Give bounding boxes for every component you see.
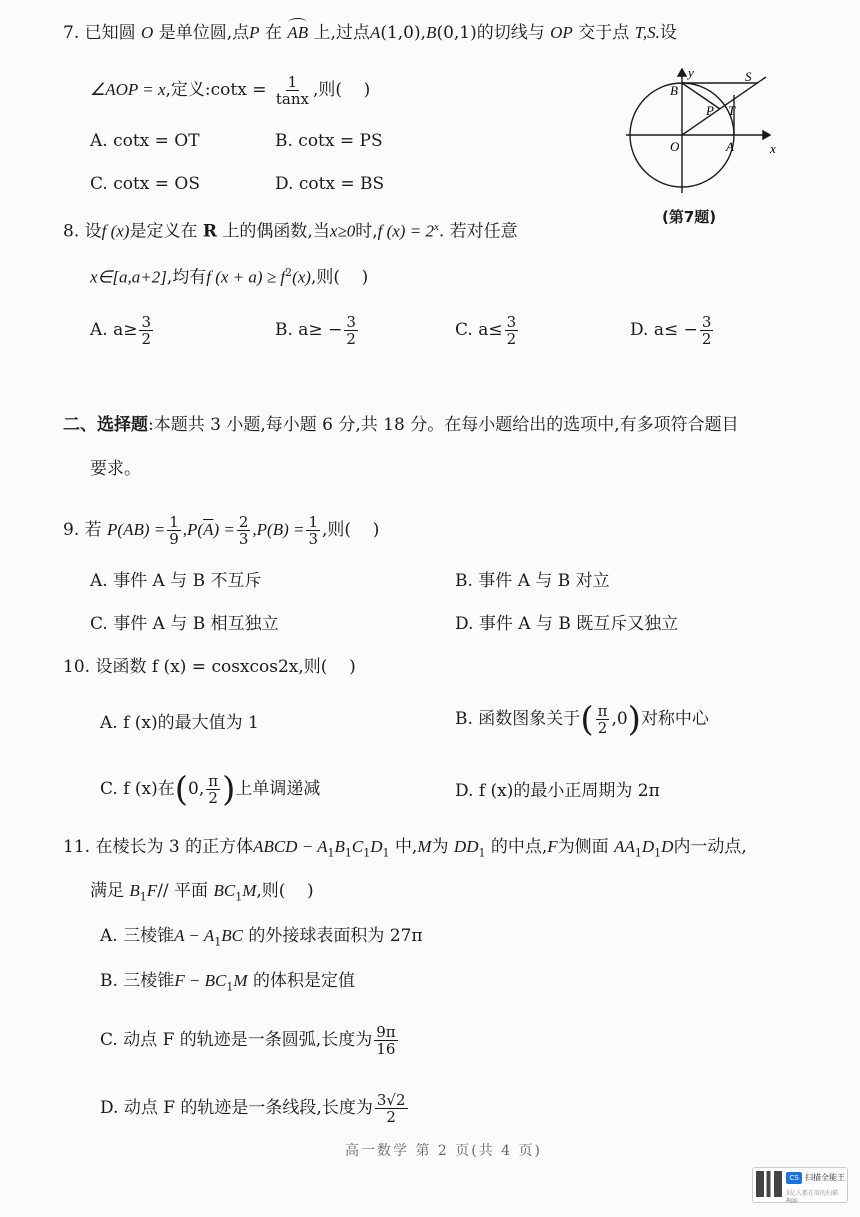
q7-caption: (第7题) (662, 208, 717, 226)
svg-text:B: B (670, 83, 678, 98)
watermark-subtitle: 3亿人都在用的扫描App (786, 1190, 838, 1204)
q9-option-d: D. 事件 A 与 B 既互斥又独立 (455, 614, 679, 634)
section-2-heading-cont: 要求。 (90, 459, 141, 479)
q8-option-c: C. a≤ $\frac{3}{2}$ (455, 313, 517, 348)
svg-text:S: S (745, 69, 752, 84)
q10-option-a: A. f (x)的最大值为 1 (100, 713, 259, 733)
q11-line1: 11. 在棱长为 3 的正方体ABCD − $A_1B_1C_1D_1$ 中,M为 $DD_1$ 的中点,F为侧面 $AA_1D_1D$内一动点, (63, 837, 747, 860)
q8-option-b: B. a≥ − $\frac{3}{2}$ (275, 313, 356, 348)
q7-line2: ∠AOP = x,定义:cotx = $\frac{1}{\tan x}$ ,则( ) (90, 73, 371, 108)
q11-option-b: B. 三棱锥$F - BC_1M$ 的体积是定值 (100, 971, 355, 994)
camscanner-logo-icon: CS (786, 1172, 802, 1184)
q9-option-c: C. 事件 A 与 B 相互独立 (90, 614, 279, 634)
watermark-title: 扫描全能王 (805, 1173, 845, 1182)
svg-text:A: A (726, 139, 734, 154)
section-2-heading: 二、选择题:本题共 3 小题,每小题 6 分,共 18 分。在每小题给出的选项中,有多项符合题目 (63, 415, 739, 435)
qr-code-icon (756, 1171, 782, 1197)
q10-option-c: C. f (x)在(0, $\frac{\pi}{2}$ )上单调递减 (100, 769, 321, 810)
q8-option-d: D. a≤ − $\frac{3}{2}$ (630, 313, 712, 348)
q7-line1: 7. 已知圆 O 是单位圆,点P 在 AB 上,过点A(1,0),B(0,1)的切线与 OP 交于点 T,S.设 (63, 23, 677, 43)
q11-option-c: C. 动点 F 的轨迹是一条圆弧,长度为 $\frac{9\pi}{16}$ (100, 1023, 396, 1058)
q7-option-b: B. cotx = PS (275, 131, 383, 151)
q7-figure (620, 65, 780, 195)
q10-option-d: D. f (x)的最小正周期为 2π (455, 781, 660, 801)
svg-text:x: x (770, 141, 776, 156)
svg-text:y: y (688, 65, 694, 80)
q7-option-c: C. cotx = OS (90, 174, 201, 194)
q7-option-d: D. cotx = BS (275, 174, 385, 194)
svg-text:P: P (706, 103, 714, 118)
q11-option-d: D. 动点 F 的轨迹是一条线段,长度为 $\frac{3√2}{2}$ (100, 1091, 406, 1126)
ray-op (682, 77, 766, 135)
q7-option-a: A. cotx = OT (90, 131, 200, 151)
q9-option-b: B. 事件 A 与 B 对立 (455, 571, 610, 591)
scanner-watermark (752, 1167, 848, 1203)
q11-option-a: A. 三棱锥$A - A_1BC$ 的外接球表面积为 27π (100, 926, 423, 949)
svg-text:O: O (670, 139, 680, 154)
q11-line2: 满足 $B_1F//$ 平面 $BC_1M$,则( ) (90, 881, 314, 904)
page-footer: 高一数学 第 2 页(共 4 页) (345, 1143, 542, 1159)
q8-option-a: A. a≥ $\frac{3}{2}$ (90, 313, 152, 348)
q8-line1: 8. 设f (x)是定义在 R 上的偶函数,当x≥0时,f $(x) = 2^x$. 若对任意 (63, 221, 518, 242)
q7-frac: $\frac{1}{\tan x}$ (275, 73, 309, 108)
q9-stem: 9. 若 P(AB) = $\frac{1}{9}$ $,P(\overline{A})$ = $\frac{2}{3}$ ,P(B) = $\frac{1}{3}$ ,则( ) (63, 513, 380, 548)
svg-text:T: T (728, 103, 736, 118)
q10-option-b: B. 函数图象关于( $\frac{\pi}{2}$ ,0)对称中心 (455, 699, 709, 740)
q9-option-a: A. 事件 A 与 B 不互斥 (90, 571, 262, 591)
q8-line2: x∈[a,a+2],均有f $(x + a) \ge f^2(x)$,则( ) (90, 266, 369, 288)
q10-stem: 10. 设函数 f (x) = cosxcos2x,则( ) (63, 657, 356, 677)
